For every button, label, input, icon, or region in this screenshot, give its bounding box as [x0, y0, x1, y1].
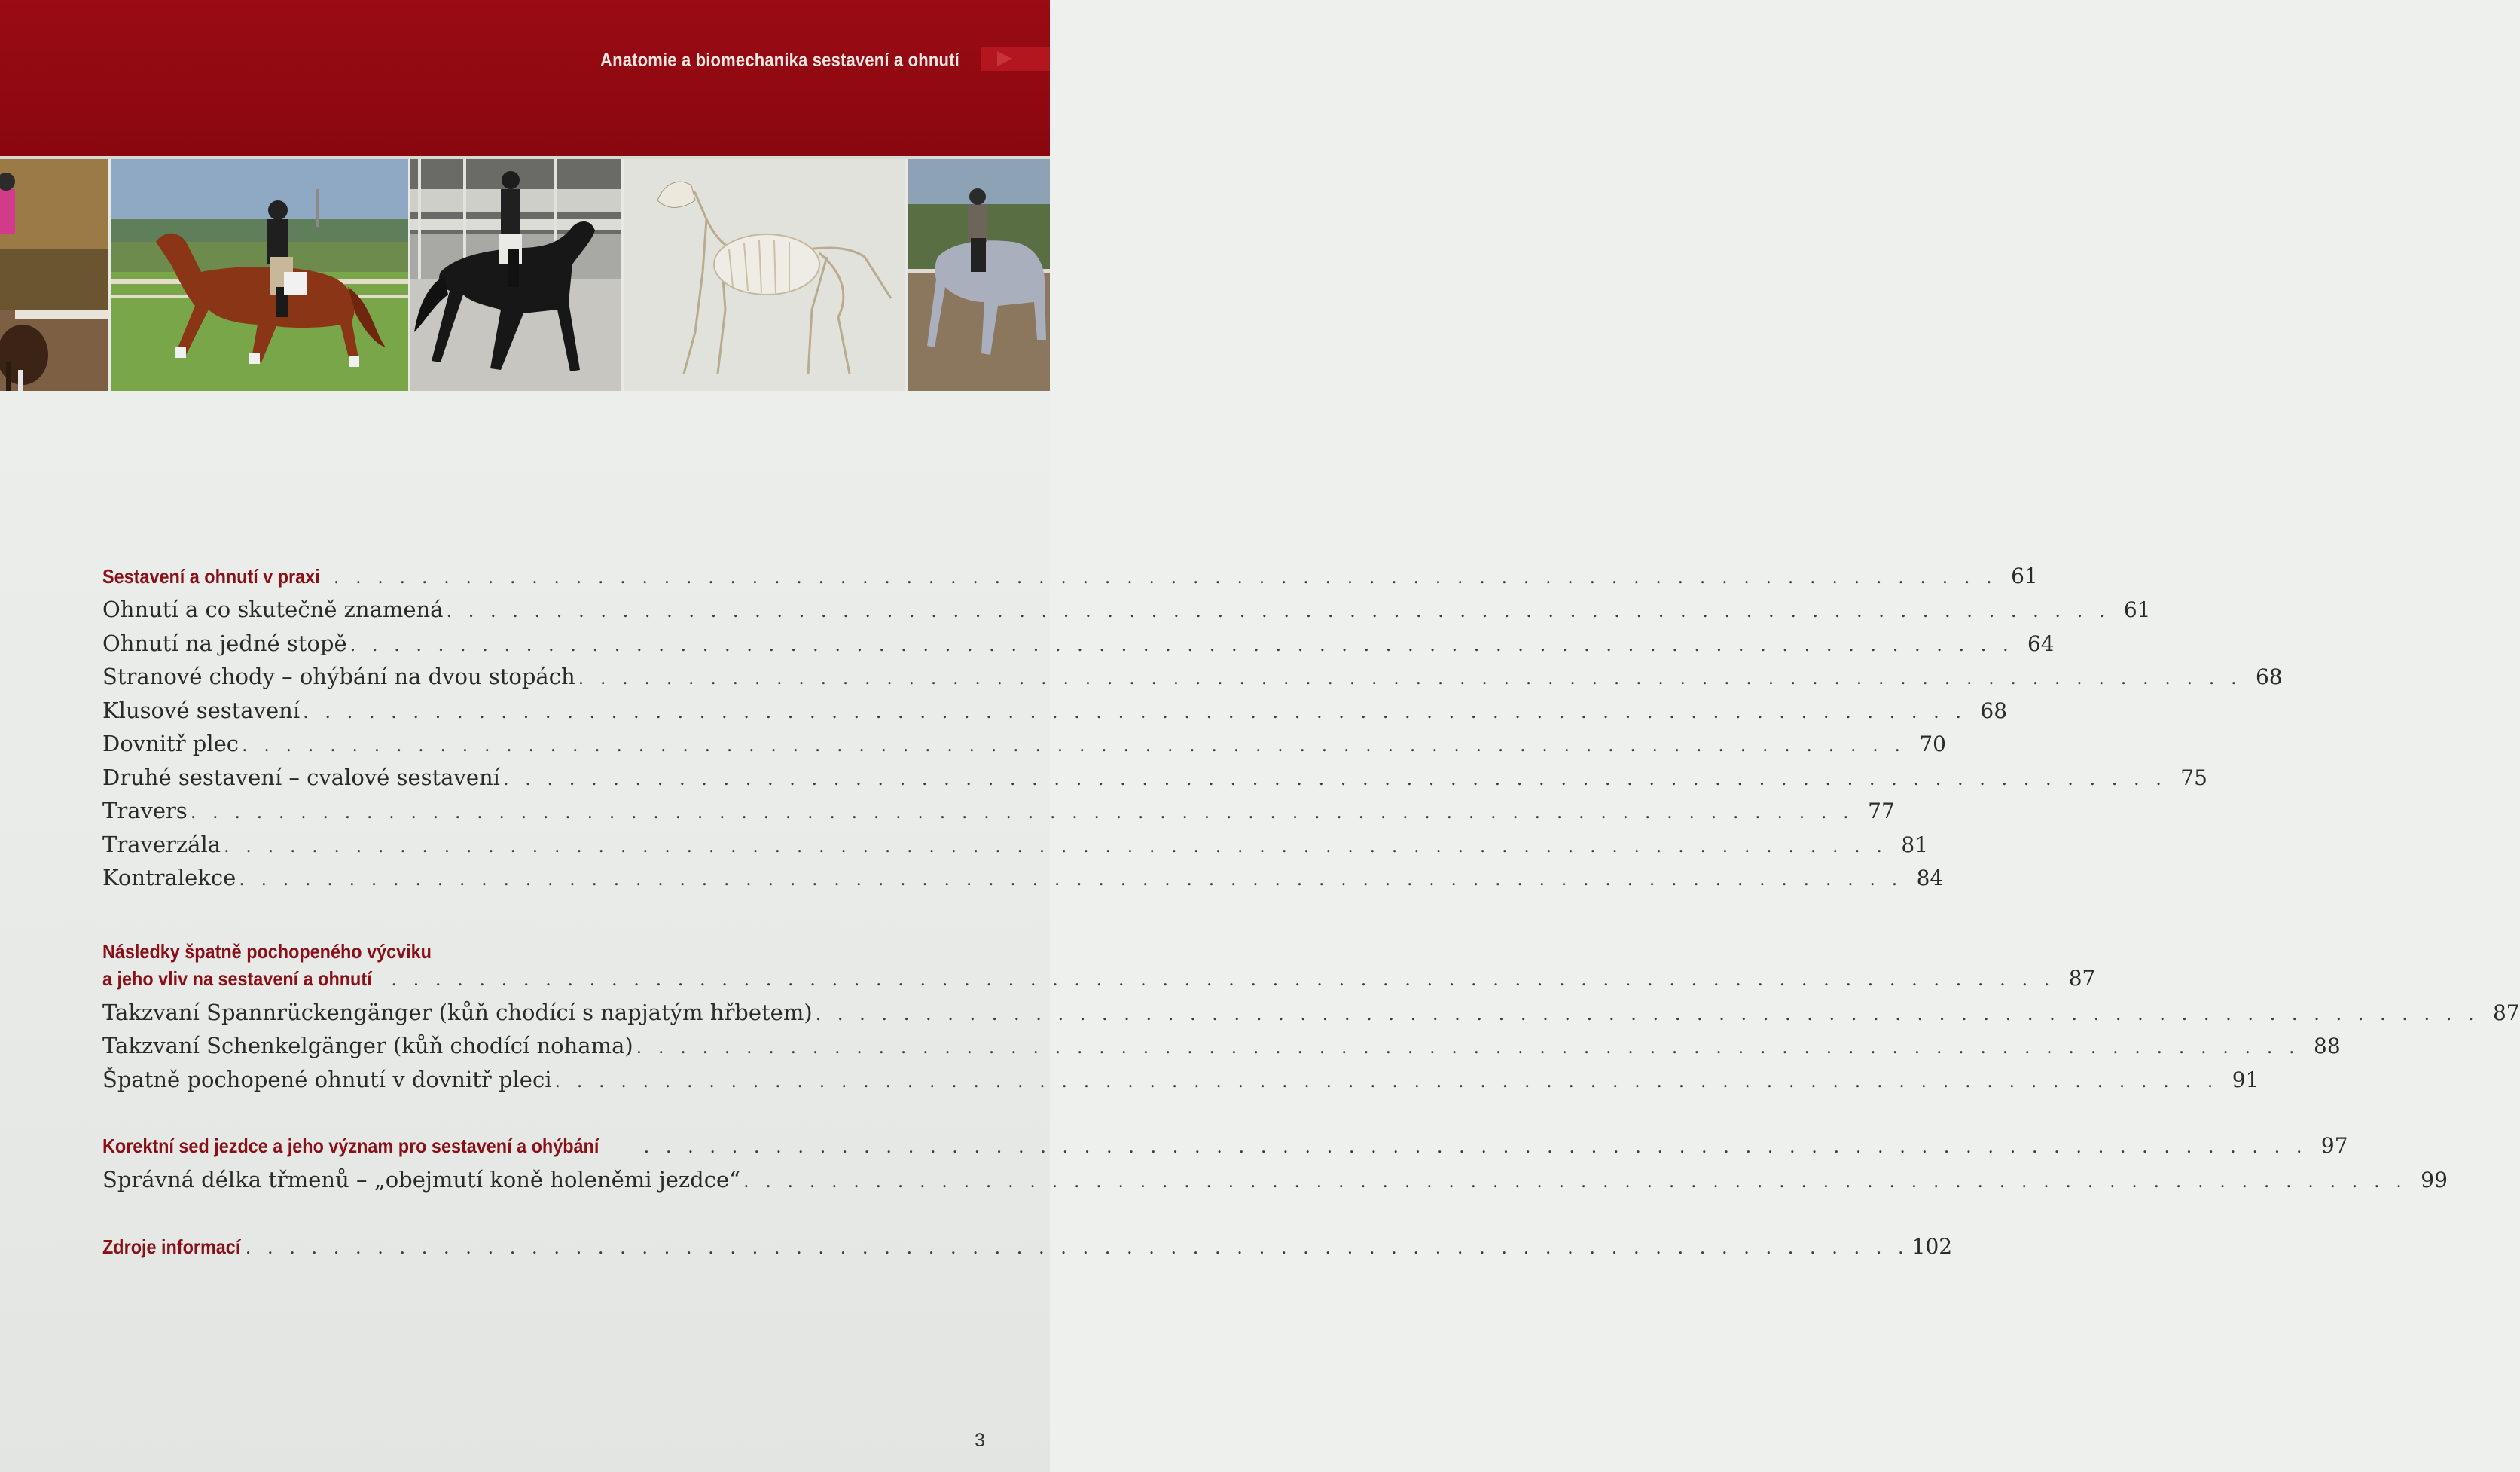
toc-entry-row[interactable]: [102, 1000, 2520, 1030]
toc-entry-label: Ohnutí na jedné stopě: [102, 631, 347, 656]
toc-page-number: 99: [2421, 1168, 2448, 1193]
toc-dot-leader: . . . . . . . . . . . . . . . . . . . . . . . . . . . . . . . . . . . . . . . . . . . . . . . . . . . . . . . . . . . . . . . . . . . . . . . . . . . .: [239, 869, 1903, 890]
page-number: 3: [975, 1430, 985, 1451]
toc-dot-leader: . . . . . . . . . . . . . . . . . . . . . . . . . . . . . . . . . . . . . . . . . . . . . . . . . . . . . . . . . . . . . . . . . . . . . . . . . . . .: [224, 835, 1888, 857]
toc-entry-row[interactable]: [102, 1067, 2259, 1097]
photo-strip: [0, 159, 1050, 391]
toc-dot-leader: . . . . . . . . . . . . . . . . . . . . . . . . . . . . . . . . . . . . . . . . . . . . . . . . . . . . . . . . . . . . . . . . . . . . . . . . . . . .: [578, 667, 2242, 689]
toc-page-number: 97: [2320, 1133, 2348, 1158]
toc-entry-row[interactable]: [102, 698, 2008, 728]
toc-entry-row[interactable]: [102, 798, 1895, 828]
running-header-title: Anatomie a biomechanika sestavení a ohnutí: [600, 50, 959, 71]
toc-heading-row[interactable]: [102, 1133, 2348, 1163]
toc-heading-label: Zdroje informací: [102, 1235, 241, 1258]
toc-dot-leader: . . . . . . . . . . . . . . . . . . . . . . . . . . . . . . . . . . . . . . . . . . . . . . . . . . . . . . . . . . . . . . . . . . . . . . . . . . . .: [815, 1003, 2479, 1025]
toc-page-number: 102: [1911, 1234, 1953, 1259]
toc-heading-row[interactable]: [102, 966, 2096, 996]
header-arrow-icon: [981, 47, 1050, 71]
toc-dot-leader: . . . . . . . . . . . . . . . . . . . . . . . . . . . . . . . . . . . . . . . . . . . . . . . . . . . . . . . . . . . . . . . . . . . . . . . . . . . .: [391, 969, 2055, 990]
toc-dot-leader: . . . . . . . . . . . . . . . . . . . . . . . . . . . . . . . . . . . . . . . . . . . . . . . . . . . . . . . . . . . . . . . . . . . . . . . . . . . .: [643, 1136, 2308, 1157]
toc-entry-row[interactable]: [102, 664, 2283, 694]
toc-page-number: 68: [2255, 664, 2283, 689]
toc-entry-row[interactable]: [102, 865, 1944, 895]
toc-dot-leader: . . . . . . . . . . . . . . . . . . . . . . . . . . . . . . . . . . . . . . . . . . . . . . . . . . . . . . . . . . . . . . . . . . . . . . . . . . . .: [303, 701, 1967, 722]
toc-page-number: 87: [2068, 966, 2096, 991]
toc-heading-label: Korektní sed jezdce a jeho význam pro sestavení a ohýbání: [102, 1135, 599, 1157]
toc-page-number: 87: [2492, 1000, 2520, 1025]
toc-entry-label: Dovnitř plec: [102, 731, 239, 756]
toc-page-number: 77: [1868, 799, 1895, 823]
toc-entry-label: Správná délka třmenů – „obejmutí koně holeněmi jezdce“: [102, 1167, 740, 1193]
photo-rider-grey-horse-arena: [908, 159, 1050, 391]
toc-page-number: 88: [2314, 1034, 2341, 1058]
photo-rider-black-horse-show: [410, 159, 621, 391]
toc-entry-label: Špatně pochopené ohnutí v dovnitř pleci: [102, 1067, 552, 1092]
toc-page-number: 70: [1919, 731, 1946, 756]
toc-entry-row[interactable]: [102, 765, 2207, 795]
toc-dot-leader: . . . . . . . . . . . . . . . . . . . . . . . . . . . . . . . . . . . . . . . . . . . . . . . . . . . . . . . . . . . . . . . . . . . . . . . . . . . .: [446, 600, 2110, 621]
toc-dot-leader: . . . . . . . . . . . . . . . . . . . . . . . . . . . . . . . . . . . . . . . . . . . . . . . . . . . . . . . . . . . . . . . . . . . . . . . . . . . .: [349, 634, 2014, 655]
toc-page-number: 75: [2180, 765, 2207, 790]
toc-entry-row[interactable]: [102, 1167, 2448, 1197]
toc-entry-label: Traverzála: [102, 832, 221, 857]
toc-heading-label: a jeho vliv na sestavení a ohnutí: [102, 967, 372, 990]
photo-rider-chestnut-horse-trot: [111, 159, 408, 391]
header-band: [0, 0, 1050, 156]
toc-dot-leader: . . . . . . . . . . . . . . . . . . . . . . . . . . . . . . . . . . . . . . . . . . . . . . . . . . . . . . . . . . . . . . . . . . . . . . . . . . . .: [636, 1037, 2300, 1058]
toc-entry-label: Ohnutí a co skutečně znamená: [102, 597, 444, 622]
photo-horse-skeleton-illustration: [624, 159, 905, 391]
toc-entry-label: Travers: [102, 798, 188, 823]
toc-entry-row[interactable]: [102, 631, 2055, 661]
toc-page-number: 61: [2123, 597, 2151, 622]
toc-dot-leader: . . . . . . . . . . . . . . . . . . . . . . . . . . . . . . . . . . . . . . . . . . . . . . . . . . . . . . . . . . . . . . . . . . . . . . . . . . . .: [554, 1070, 2219, 1092]
toc-entry-row[interactable]: [102, 731, 1946, 761]
toc-heading-row[interactable]: [102, 1234, 1953, 1264]
toc-heading-line[interactable]: Následky špatně pochopeného výcviku: [102, 940, 432, 963]
toc-page-number: 64: [2027, 631, 2055, 656]
toc-entry-label: Stranové chody – ohýbání na dvou stopách: [102, 664, 575, 689]
toc-heading-row[interactable]: [102, 563, 2038, 594]
toc-page-number: 61: [2011, 563, 2038, 588]
toc-dot-leader: . . . . . . . . . . . . . . . . . . . . . . . . . . . . . . . . . . . . . . . . . . . . . . . . . . . . . . . . . . . . . . . . . . . . . . . . . . . .: [245, 1237, 1909, 1258]
toc-dot-leader: . . . . . . . . . . . . . . . . . . . . . . . . . . . . . . . . . . . . . . . . . . . . . . . . . . . . . . . . . . . . . . . . . . . . . . . . . . . .: [190, 802, 1854, 823]
toc-entry-label: Takzvaní Spannrückengänger (kůň chodící s napjatým hřbetem): [102, 1000, 813, 1025]
toc-page-number: 68: [1980, 698, 2008, 723]
toc-entry-label: Takzvaní Schenkelgänger (kůň chodící nohama): [102, 1033, 633, 1058]
toc-page-number: 91: [2232, 1067, 2259, 1092]
toc-dot-leader: . . . . . . . . . . . . . . . . . . . . . . . . . . . . . . . . . . . . . . . . . . . . . . . . . . . . . . . . . . . . . . . . . . . . . . . . . . . .: [242, 734, 1905, 756]
toc-heading-label: Sestavení a ohnutí v praxi: [102, 565, 320, 588]
toc-entry-label: Klusové sestavení: [102, 698, 301, 723]
toc-dot-leader: . . . . . . . . . . . . . . . . . . . . . . . . . . . . . . . . . . . . . . . . . . . . . . . . . . . . . . . . . . . . . . . . . . . . . . . . . . . .: [743, 1171, 2407, 1192]
toc-dot-leader: . . . . . . . . . . . . . . . . . . . . . . . . . . . . . . . . . . . . . . . . . . . . . . . . . . . . . . . . . . . . . . . . . . . . . . . . . . . .: [333, 567, 1997, 588]
toc-entry-label: Druhé sestavení – cvalové sestavení: [102, 765, 500, 790]
photo-rider-dressage-arena-left: [0, 159, 108, 391]
toc-entry-row[interactable]: [102, 832, 1929, 862]
toc-page-number: 84: [1916, 866, 1944, 890]
toc-page-number: 81: [1901, 832, 1929, 857]
toc-entry-row[interactable]: [102, 1033, 2341, 1063]
toc-entry-row[interactable]: [102, 597, 2151, 627]
toc-dot-leader: . . . . . . . . . . . . . . . . . . . . . . . . . . . . . . . . . . . . . . . . . . . . . . . . . . . . . . . . . . . . . . . . . . . . . . . . . . . .: [502, 768, 2167, 789]
toc-entry-label: Kontralekce: [102, 865, 236, 890]
